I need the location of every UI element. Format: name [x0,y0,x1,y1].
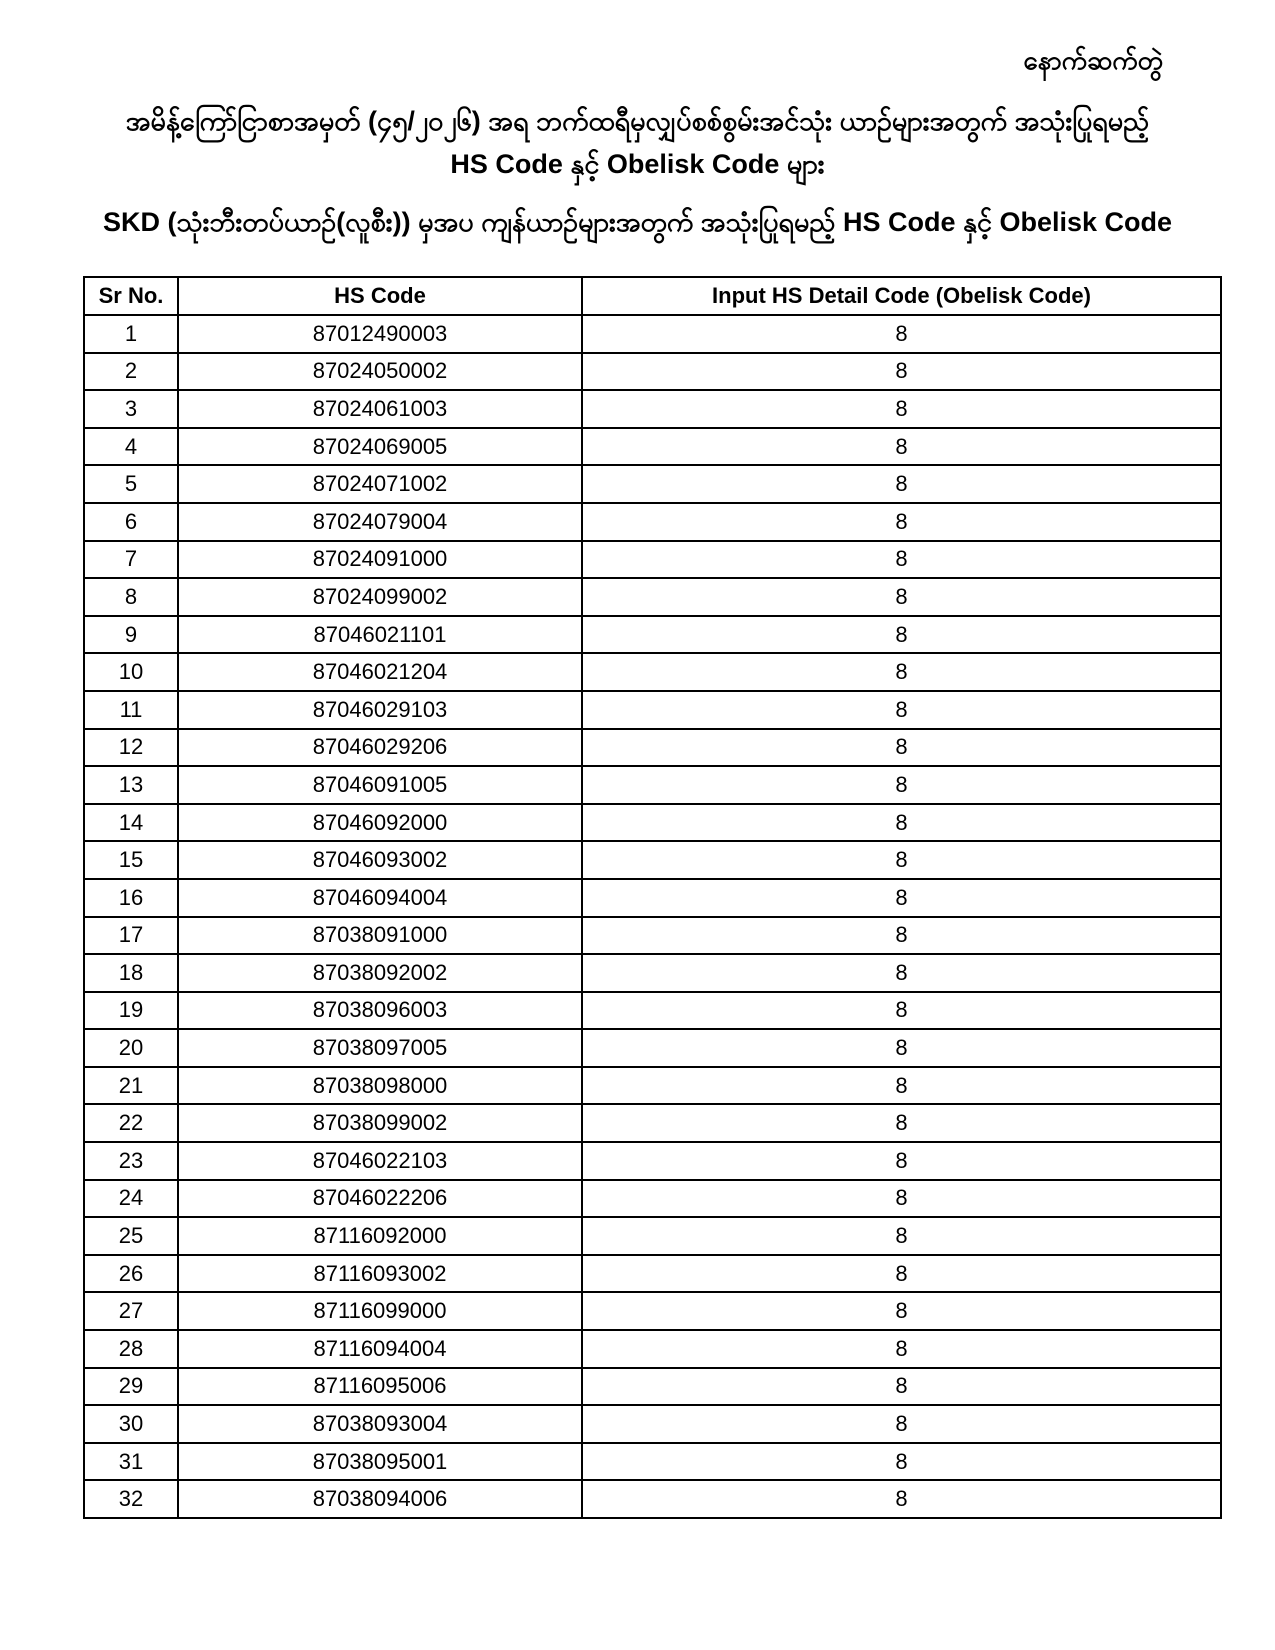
header-row [84,277,1221,315]
sr-no-cell: 24 [84,1180,178,1218]
hs-code-cell: 87046093002 [178,841,582,879]
annex-label: နောက်ဆက်တွဲ [1023,45,1163,75]
table-row [84,1368,1221,1406]
table-row [84,353,1221,391]
table-row [84,1443,1221,1481]
obelisk-code-cell: 8 [582,428,1221,466]
obelisk-code-cell: 8 [582,1029,1221,1067]
obelisk-code-cell: 8 [582,353,1221,391]
table-row [84,1029,1221,1067]
obelisk-code-cell: 8 [582,1255,1221,1293]
hs-code-cell: 87024071002 [178,465,582,503]
hs-code-cell: 87024079004 [178,503,582,541]
table-row [84,390,1221,428]
obelisk-code-cell: 8 [582,841,1221,879]
sr-no-cell: 17 [84,917,178,955]
table-row [84,616,1221,654]
table-row [84,1217,1221,1255]
hs-code-table [83,276,1222,1519]
hs-code-table-body [84,315,1221,1518]
obelisk-code-cell: 8 [582,503,1221,541]
sr-no-cell: 4 [84,428,178,466]
hs-code-cell: 87046092000 [178,804,582,842]
document-title-line2: HS Code နှင့် Obelisk Code များ [450,149,825,179]
obelisk-code-cell: 8 [582,1368,1221,1406]
hs-code-cell: 87024069005 [178,428,582,466]
hs-code-cell: 87024099002 [178,578,582,616]
obelisk-code-cell: 8 [582,1180,1221,1218]
sr-no-cell: 13 [84,766,178,804]
obelisk-code-cell: 8 [582,879,1221,917]
obelisk-code-cell: 8 [582,766,1221,804]
hs-code-cell: 87024091000 [178,541,582,579]
sr-no-cell: 21 [84,1067,178,1105]
obelisk-code-cell: 8 [582,954,1221,992]
sr-no-cell: 11 [84,691,178,729]
hs-code-cell: 87116094004 [178,1330,582,1368]
table-row [84,954,1221,992]
hs-code-cell: 87038094006 [178,1480,582,1518]
hs-code-cell: 87038098000 [178,1067,582,1105]
obelisk-code-cell: 8 [582,1067,1221,1105]
sr-no-cell: 26 [84,1255,178,1293]
table-row [84,1480,1221,1518]
hs-code-cell: 87024050002 [178,353,582,391]
obelisk-code-cell: 8 [582,1443,1221,1481]
table-row [84,804,1221,842]
obelisk-code-cell: 8 [582,465,1221,503]
table-row [84,1255,1221,1293]
table-row [84,428,1221,466]
hs-code-cell: 87116092000 [178,1217,582,1255]
table-row [84,578,1221,616]
hs-code-cell: 87116095006 [178,1368,582,1406]
table-row [84,766,1221,804]
hs-code-cell: 87038095001 [178,1443,582,1481]
sr-no-cell: 9 [84,616,178,654]
sr-no-cell: 3 [84,390,178,428]
sr-no-cell: 1 [84,315,178,353]
sr-no-cell: 32 [84,1480,178,1518]
hs-code-cell: 87046094004 [178,879,582,917]
hs-code-cell: 87046021204 [178,653,582,691]
table-row [84,729,1221,767]
table-row [84,653,1221,691]
sr-no-cell: 30 [84,1405,178,1443]
hs-code-cell: 87038096003 [178,992,582,1030]
obelisk-code-cell: 8 [582,1480,1221,1518]
hs-code-cell: 87046022103 [178,1142,582,1180]
hs-code-cell: 87038091000 [178,917,582,955]
hs-code-cell: 87046021101 [178,616,582,654]
obelisk-code-cell: 8 [582,917,1221,955]
obelisk-code-cell: 8 [582,541,1221,579]
table-row [84,1067,1221,1105]
obelisk-code-cell: 8 [582,992,1221,1030]
obelisk-code-cell: 8 [582,1405,1221,1443]
table-row [84,1405,1221,1443]
hs-code-cell: 87012490003 [178,315,582,353]
sr-no-cell: 23 [84,1142,178,1180]
hs-code-cell: 87116093002 [178,1255,582,1293]
hs-code-cell: 87046091005 [178,766,582,804]
hs-code-cell: 87038097005 [178,1029,582,1067]
obelisk-code-cell: 8 [582,1217,1221,1255]
obelisk-code-cell: 8 [582,1142,1221,1180]
sr-no-cell: 28 [84,1330,178,1368]
table-row [84,1142,1221,1180]
hs-code-cell: 87038093004 [178,1405,582,1443]
obelisk-code-cell: 8 [582,1104,1221,1142]
sr-no-cell: 16 [84,879,178,917]
obelisk-code-cell: 8 [582,390,1221,428]
document-subtitle: SKD (သုံးဘီးတပ်ယာဉ်(လူစီး)) မှအပ ကျန်ယာဉ်များအတွက် အသုံးပြုရမည့် HS Code နှင့် Obelisk Code [102,207,1173,237]
hs-code-table-header [84,277,1221,315]
obelisk-code-cell: 8 [582,729,1221,767]
table-row [84,992,1221,1030]
table-row [84,1180,1221,1218]
table-row [84,315,1221,353]
obelisk-code-cell: 8 [582,804,1221,842]
sr-no-cell: 18 [84,954,178,992]
table-row [84,879,1221,917]
table-row [84,1292,1221,1330]
table-row [84,1330,1221,1368]
sr-no-cell: 31 [84,1443,178,1481]
hs-code-cell: 87038099002 [178,1104,582,1142]
obelisk-code-cell: 8 [582,315,1221,353]
document-title-line1: အမိန့်ကြော်ငြာစာအမှတ် (၄၅/၂၀၂၆) အရ ဘက်ထရီမှလျှပ်စစ်စွမ်းအင်သုံး ယာဉ်များအတွက် အသုံးပြုရမည့် [125,106,1150,136]
sr-no-cell: 2 [84,353,178,391]
obelisk-code-cell: 8 [582,1330,1221,1368]
header-obelisk-code: Input HS Detail Code (Obelisk Code) [582,277,1221,315]
obelisk-code-cell: 8 [582,653,1221,691]
table-row [84,465,1221,503]
hs-code-cell: 87038092002 [178,954,582,992]
sr-no-cell: 22 [84,1104,178,1142]
table-row [84,917,1221,955]
obelisk-code-cell: 8 [582,616,1221,654]
sr-no-cell: 7 [84,541,178,579]
table-row [84,541,1221,579]
sr-no-cell: 10 [84,653,178,691]
obelisk-code-cell: 8 [582,1292,1221,1330]
obelisk-code-cell: 8 [582,578,1221,616]
table-row [84,1104,1221,1142]
sr-no-cell: 27 [84,1292,178,1330]
sr-no-cell: 25 [84,1217,178,1255]
sr-no-cell: 29 [84,1368,178,1406]
sr-no-cell: 19 [84,992,178,1030]
sr-no-cell: 12 [84,729,178,767]
hs-code-cell: 87046022206 [178,1180,582,1218]
sr-no-cell: 15 [84,841,178,879]
table-row [84,503,1221,541]
sr-no-cell: 20 [84,1029,178,1067]
header-sr-no: Sr No. [84,277,178,315]
hs-code-cell: 87024061003 [178,390,582,428]
table-row [84,841,1221,879]
hs-code-cell: 87046029103 [178,691,582,729]
obelisk-code-cell: 8 [582,691,1221,729]
sr-no-cell: 8 [84,578,178,616]
sr-no-cell: 14 [84,804,178,842]
header-hs-code: HS Code [178,277,582,315]
hs-code-cell: 87116099000 [178,1292,582,1330]
table-row [84,691,1221,729]
document-title [0,100,1275,184]
sr-no-cell: 6 [84,503,178,541]
hs-code-cell: 87046029206 [178,729,582,767]
sr-no-cell: 5 [84,465,178,503]
